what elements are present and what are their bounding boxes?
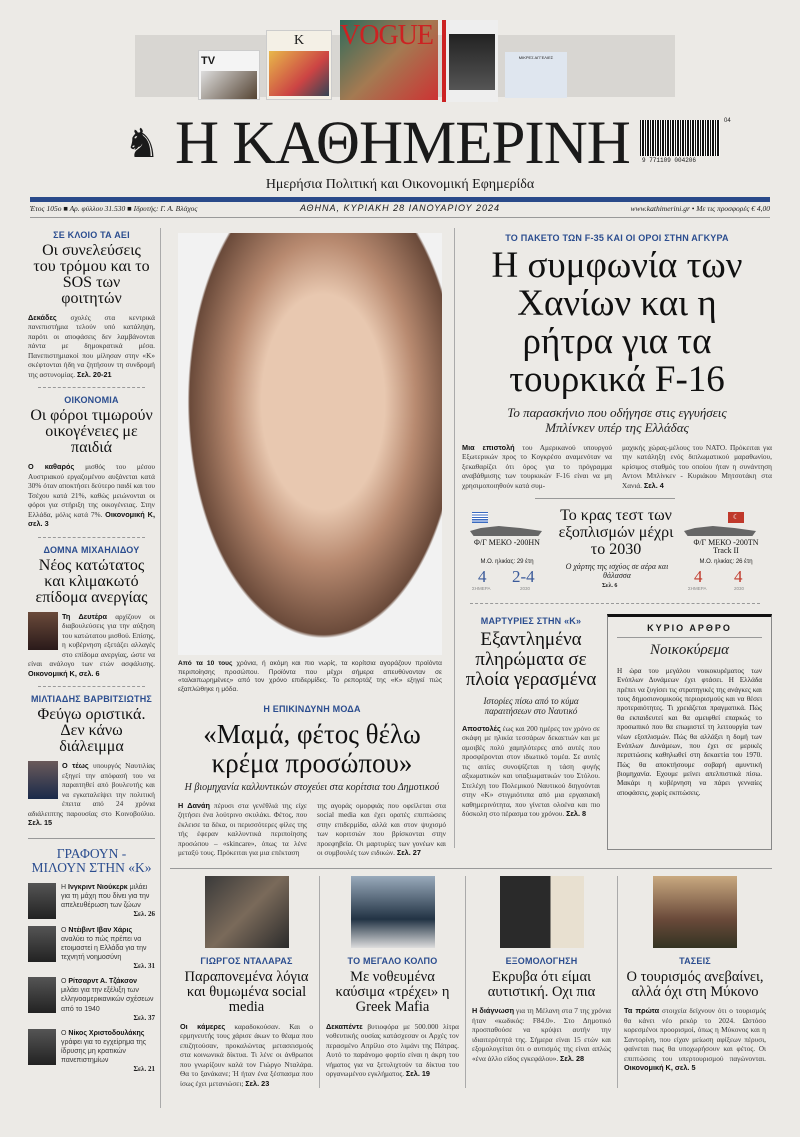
article-f16[interactable] — [462, 233, 772, 490]
body-text: αρχίζουν οι διαβουλεύσεις για την αύξηση του κατώτατου μισθού. Επίσης, η κυβέρνηση εξετάζει αλλαγές στο επίδομα ανεργίας, ώστε να είναι ανάλογο των ετών ασφάλισης. — [28, 611, 155, 669]
article-greek-mafia[interactable] — [320, 876, 466, 1088]
barcode-issue: 04 — [724, 118, 731, 124]
turkey-flag-icon: ☾ — [728, 512, 744, 523]
headline: Οι συνελεύσεις του τρόμου και το SOS των φοιτητών — [33, 242, 150, 307]
page-ref: Σελ. 21 — [133, 1065, 155, 1074]
body — [28, 761, 155, 827]
masthead-rule — [30, 197, 770, 202]
article-tourism[interactable] — [618, 876, 772, 1088]
griffin-logo-icon: ♞ — [124, 121, 160, 167]
page-ref: Οικονομική Κ, σελ. 3 — [28, 509, 155, 529]
melani-photo — [500, 876, 584, 948]
body-col-2: της αγοράς ομορφιάς που οφείλεται στα social media και έχει ορατές επιπτώσεις στην επιδερμίδα, αλλά και στον ψυχισμό των κοριτσιών που βρίσκονται στην προεφηβεία. Οι μαρτυρίες των γονέων και οι συμβουλές των ειδικών. Σελ. 27 — [317, 800, 446, 858]
issue-date: ΑΘΗΝΑ, ΚΥΡΙΑΚΗ 28 ΙΑΝΟΥΑΡΙΟΥ 2024 — [300, 203, 500, 213]
body: Αποστολές έως και 200 ημέρες τον χρόνο σε σκάφη με ηλικία τεσσάρων δεκαετιών και με αμοιβές πολύ χαμηλότερες από αυτές που προσφέρονται στον ιδιωτικό τομέα. Σε αυτές τις αιτίες συνοψίζεται η τάση φυγής αξιωματικών και υπαξιωματικών του Στόλου. Στελέχη του Πολεμικού Ναυτικού διηγούνται στην «Κ» στιγμιότυπα από μια εργασιακή καθημερινότητα, που γίνεται ολοένα και πιο δύσκολη στο πέρασμα του χρόνου. Σελ. 8 — [462, 723, 600, 819]
photo-caption: Από τα 10 τους χρόνια, ή ακόμη και πιο νωρίς, τα κορίτσια αγοράζουν προϊόντα περιποίησης προσώπου. Προϊόντα που μέχρι σήμερα απευθύνονταν σε «ταλαιπωρημένες» από τον χρόνο επιδερμίδες. Το ρεπορτάζ της «Κ» εξηγεί πώς εξαπλώθηκε η μόδα. — [178, 660, 442, 693]
writer-text: Η Ινγκριντ Νιούκερκ μιλάει για τη μάχη που δίνει για την απελευθέρωση των ζώων — [61, 883, 150, 910]
dalaras-photo — [205, 876, 289, 948]
body-text: μισθός του μέσου Αυστριακού εργαζομένου αυξάνεται κατά 30% όταν αποκτήσει δεύτερο παιδί και του Τσέχου κατά 21%, καθώς μειώνονται οι φόροι για στήριξη της οικογένειας. Στην Ελλάδα, μόλις κατά 7%. — [28, 462, 155, 519]
editorial-title: Νοικοκύρεμα — [650, 642, 729, 658]
writer-text: Ο Ντέιβιντ Ιβαν Χάρις αναλύει το πώς πρέπει να ετοιμαστεί η Ελλάδα για την τεχνητή νοημοσύνη — [61, 926, 147, 962]
kicker: ΤΟ ΜΕΓΑΛΟ ΚΟΛΠΟ — [347, 956, 438, 966]
kicker: ΣΕ ΚΛΟΙΟ ΤΑ ΑΕΙ — [53, 230, 130, 240]
supplement-book[interactable] — [442, 20, 498, 102]
deck: Το παρασκήνιο που οδήγησε στις εγγυήσεις Μπλίνκεν υπέρ της Ελλάδας — [507, 405, 727, 435]
masthead-title: Η ΚΑΘΗΜΕΡΙΝΗ — [175, 110, 630, 177]
writer-text: Ο Ρίτσαρντ Α. Τζάκσον μιλάει για την εξέλιξη των ελληνοαμερικανικών σχέσεων από το 1940 — [61, 978, 154, 1013]
deck: Η βιομηχανία καλλυντικών στοχεύει στα κορίτσια του Δημοτικού — [184, 781, 440, 793]
kicker: ΜΑΡΤΥΡΙΕΣ ΣΤΗΝ «Κ» — [480, 616, 582, 626]
writer-text: Ο Νίκος Χριστοδουλάκης γράφει για το εγχείρημα της ίδρυσης μη κρατικών πανεπιστημίων — [61, 1029, 147, 1064]
turkish-ship-name: Φ/Γ ΜΕΚΟ -200TN Track II — [693, 538, 759, 556]
writer-item[interactable] — [28, 883, 155, 919]
barcode-number: 9 771109 004206 — [642, 157, 697, 164]
greek-count-2030: 2-4 — [512, 567, 535, 586]
article-varvitsiotis[interactable] — [28, 694, 155, 827]
kicker: ΔΟΜΝΑ ΜΙΧΑΗΛΙΔΟΥ — [43, 544, 140, 555]
kicker: ΓΙΩΡΓΟΣ ΝΤΑΛΑΡΑΣ — [200, 956, 293, 966]
supplement-tv-label: TV — [201, 55, 216, 67]
supplement-classifieds-label: ΜΙΚΡΕΣ ΑΓΓΕΛΙΕΣ — [518, 55, 554, 60]
body: Οι κάμερες καραδοκούσαν. Και ο ερμηνευτής τους χάρισε άκων το θέαμα που επιζητούσαν, προκαλώντας μετασεισμούς στα κοινωνικά δίκτυα. Τι λένε οι άνθρωποι που γνωρίζουν καλά τον Γιώργο Νταλάρα. Θα το ξανάκανε; Ή ήταν ένα ξέσπασμα που ίσως έχει μετανιώσει; Σελ. 23 — [180, 1021, 313, 1088]
body-col-2: μαχικής χώρας-μέλους του ΝΑΤΟ. Πρόκειται για την κατάληξη ενός διπλωματικού μαραθωνίου, κρίσιμος σταθμός του οποίου ήταν η συνάντηση Αντονι Μπλίνκεν - Κυριάκου Μητσοτάκη στα Χανιά. Σελ. 4 — [622, 443, 772, 490]
headline: Παραπονεμένα λόγια και θυμωμένα social media — [184, 969, 309, 1016]
lead: Ο τέως — [62, 761, 89, 771]
page-ref: Σελ. 26 — [133, 910, 155, 919]
mykonos-photo — [653, 876, 737, 948]
lead: Δεκάδες — [28, 313, 57, 322]
body-text: υπουργός Ναυτιλίας εξηγεί την απόφασή του να παραιτηθεί από βουλευτής και να εγκαταλείψει την πολιτική έπειτα από 24 χρόνια αδιάλειπτης παρουσίας στο Κοινοβούλιο. — [28, 761, 155, 818]
ship-icon — [684, 526, 756, 536]
fuel-trucks-photo — [351, 876, 435, 948]
editorial-body: Η ώρα του μεγάλου νοικοκυρέματος των Ενόπλων Δυνάμεων έχει φτάσει. Η Ελλάδα πρέπει να ζυγίσει τις στρατηγικές της ανάγκες και τους δημοσιονομικούς περιορισμούς και να θέσει προτεραιότητες. Τι χρειάζεται πραγματικά. Πώς θα εκπαιδευτεί και θα αμειφθεί επαρκώς το προσωπικό που θα επωμιστεί τη λειτουργία των νέων εξοπλισμών. Πώς θα αλλάξει η δομή των Ενόπλων Δυνάμεων, που έχει σε μερικές περιπτώσεις καθηλωθεί στη δεκαετία του 1970. Πώς θα αποκτήσουμε σοβαρή αμυντική βιομηχανία. Εχουμε μείνει απελπιστικά πίσω. Μακάρι η κυβέρνηση να πάρει γενναίες αποφάσεις, χωρίς εκπτώσεις. — [617, 667, 762, 797]
lead-photo-girl-face-cream[interactable] — [178, 233, 442, 655]
arms-infographic[interactable] — [462, 506, 772, 594]
info-rule — [30, 217, 770, 218]
divider — [38, 537, 145, 538]
page-ref: Σελ. 20-21 — [76, 369, 112, 379]
writer-photo — [28, 977, 56, 1013]
body — [28, 612, 155, 678]
website-price: www.kathimerini.gr • Με τις προσφορές € 4,00 — [630, 204, 770, 213]
label-2030: 2030 — [734, 586, 745, 591]
article-face-cream[interactable] — [178, 704, 446, 858]
lead: Τη Δευτέρα — [62, 611, 108, 621]
rule — [535, 498, 675, 499]
barcode — [640, 120, 720, 156]
greek-ship-age: Μ.Ο. ηλικίας: 29 έτη — [480, 559, 534, 565]
center-column — [178, 660, 446, 858]
body — [28, 313, 155, 379]
divider — [470, 603, 760, 604]
body: Η διάγνωση για τη Μέλανη στα 7 της χρόνια ήταν «κωδικός: F84.0». Στο Δημοτικό προσπαθούσε να κρύψει αυτήν την ιδιαιτερότητά της. Σήμερα είναι 15 ετών και εξομολογείται ότι ο αυτισμός της είναι απλώς «ένα άλλο είδος εγκεφάλου». Σελ. 28 — [472, 1006, 611, 1063]
divider — [38, 387, 145, 388]
supplement-vogue[interactable] — [340, 20, 438, 100]
arms-headline: Το κρας τεστ των εξοπλισμών μέχρι το 2030 — [558, 507, 674, 558]
turkish-ship-age: Μ.Ο. ηλικίας: 26 έτη — [699, 559, 753, 565]
body: Τα πρώτα στοιχεία δείχνουν ότι ο τουρισμός θα κάνει νέο ρεκόρ το 2024. Ωστόσο κορεσμένοι προορισμοί, όπως η Μύκονος και η Σαντορίνη, που είχαν μείωση αφίξεων πέρυσι, φαίνεται πως θα υποχωρήσουν και φέτος. Οι επιπτώσεις του υπερτουρισμού παγώνονται. Οικονομική Κ, σελ. 5 — [624, 1006, 766, 1073]
page-ref: Οικονομική Κ, σελ. 6 — [28, 668, 100, 678]
supplement-k-label: K — [293, 33, 305, 48]
center-right-divider — [454, 228, 455, 848]
body: Δεκαπέντε βυτιοφόρα με 500.000 λίτρα νοθευτικής ουσίας κατάσχεσαν οι Αρχές τον περασμένο Απρίλιο στο λιμάνι της Πάτρας. Αυτό το παράνομο φορτίο είναι η άκρη του νήματος για να ξετυλιχτούν τα δίκτυα του οργανωμένου εγκλήματος. Σελ. 19 — [326, 1021, 459, 1079]
editorial-kicker: ΚΥΡΙΟ ΑΡΘΡΟ — [617, 623, 762, 638]
headline: Οι φόροι τιμωρούν οικογένειες με παιδιά — [30, 407, 153, 457]
writer-item[interactable] — [28, 926, 155, 970]
supplement-classifieds[interactable] — [505, 52, 567, 98]
kicker: ΜΙΛΤΙΑΔΗΣ ΒΑΡΒΙΤΣΙΩΤΗΣ — [30, 694, 153, 705]
label-2030: 2030 — [520, 586, 531, 591]
writer-photo — [28, 1029, 56, 1065]
lead: Ο καθαρός — [28, 462, 75, 472]
portrait-photo — [28, 761, 58, 799]
page-ref: Σελ. 37 — [133, 1013, 155, 1022]
kicker: Η ΕΠΙΚΙΝΔΥΝΗ ΜΟΔΑ — [263, 704, 361, 715]
body-col-1: Η Δανάη πέρυσι στα γενέθλιά της είχε ζητήσει ένα λούτρινο σκυλάκι. Φέτος, που έκλεισε τα δέκα, οι περισσότερες φίλες της τής έφεραν καλλυντικά περιποίησης προσώπου – «skincare», όπως τα λένε μεταξύ τους. Πρόκειται για μια επέκταση — [178, 800, 307, 858]
ship-icon — [470, 526, 542, 536]
arms-ref: Σελ. 6 — [602, 583, 618, 589]
greece-flag-icon — [472, 512, 488, 523]
article-universities[interactable] — [28, 230, 155, 379]
turkish-count-now: 4 — [694, 567, 703, 586]
left-column — [28, 230, 155, 1080]
divider — [38, 686, 145, 687]
headline: Ο τουρισμός ανεβαίνει, αλλά όχι στη Μύκονο — [626, 969, 764, 1001]
label-now: ΣΗΜΕΡΑ — [472, 586, 491, 591]
article-taxes[interactable] — [28, 395, 155, 528]
supplement-k[interactable] — [266, 30, 332, 100]
issue-info: Έτος 105ο ■ Αρ. φύλλου 31.530 ■ Ιδρυτής: Γ. Α. Βλάχος — [30, 204, 198, 213]
main-headline: Η συμφωνία των Χανίων και η ρήτρα για τα τουρκικά F-16 — [491, 245, 743, 400]
deck: Ιστορίες πίσω από το κύμα παραιτήσεων στο Ναυτικό — [483, 695, 579, 716]
article-minimum-wage[interactable] — [28, 545, 155, 678]
headline: Με νοθευμένα καύσιμα «τρέχει» η Greek Mafia — [335, 969, 450, 1016]
headline: Εξαντλημένα πληρώματα σε πλοία γερασμένα — [465, 629, 597, 690]
headline: Εκρυβα ότι είμαι αυτιστική. Οχι πια — [487, 969, 596, 1001]
article-navy[interactable] — [462, 616, 600, 819]
author-photo — [28, 612, 58, 650]
writer-item[interactable] — [28, 977, 155, 1021]
page-ref: Σελ. 31 — [133, 962, 155, 971]
masthead-subtitle: Ημερήσια Πολιτική και Οικονομική Εφημερίδα — [265, 177, 535, 192]
headline: Νέος κατώτατος και κλιμακωτό επίδομα ανεργίας — [35, 556, 148, 606]
bottom-rule — [170, 868, 772, 869]
article-autism[interactable] — [466, 876, 618, 1088]
writers-title: ΓΡΑΦΟΥΝ - ΜΙΛΟΥΝ ΣΤΗΝ «Κ» — [31, 845, 152, 875]
writer-photo — [28, 883, 56, 919]
label-now: ΣΗΜΕΡΑ — [688, 586, 707, 591]
writers-box — [28, 838, 155, 1073]
greek-ship-name: Φ/Γ ΜΕΚΟ -200HN — [474, 538, 540, 547]
headline: Φεύγω οριστικά. Δεν κάνω διάλειμμα — [37, 706, 146, 756]
kicker: ΕΞΟΜΟΛΟΓΗΣΗ — [505, 956, 578, 966]
body-text: σχολές στα κεντρικά πανεπιστήμια τελούν υπό κατάληψη, παρότι οι αποφάσεις δεν λαμβάνονται πάντα με δημοκρατικά μέσα. Πανεπιστημιακοί που μίλησαν στην «Κ» σκέφτονται ήδη να ζητήσουν τη συνδρομή της αστυνομίας. — [28, 313, 155, 379]
body-col-1: Μια επιστολή του Αμερικανού υπουργού Εξωτερικών προς το Κογκρέσο αναμενόταν να ξεκαθαρίζει ότι όρος για το πρόγραμμα αναβάθμισης των τουρκικών F-16 είναι να μη χρησιμοποιηθούν κατά συμ- — [462, 443, 613, 490]
kicker: ΤΟ ΠΑΚΕΤΟ ΤΩΝ F-35 ΚΑΙ ΟΙ ΟΡΟΙ ΣΤΗΝ ΑΓΚΥΡΑ — [505, 233, 729, 243]
bottom-row — [174, 876, 772, 1088]
arms-deck: Ο χάρτης της ισχύος σε αέρα και θάλασσα — [565, 562, 669, 580]
editorial-box[interactable] — [607, 614, 772, 850]
body — [28, 462, 155, 528]
page-ref: Σελ. 15 — [28, 818, 53, 828]
turkish-count-2030: 4 — [734, 567, 743, 586]
supplement-tv[interactable] — [198, 50, 260, 100]
kicker: ΤΑΣΕΙΣ — [679, 956, 711, 966]
supplement-vogue-label: VOGUE — [340, 20, 433, 51]
article-dalaras[interactable] — [174, 876, 320, 1088]
headline: «Μαμά, φέτος θέλω κρέμα προσώπου» — [203, 719, 421, 778]
left-column-divider — [160, 228, 161, 1108]
writer-item[interactable] — [28, 1029, 155, 1073]
kicker: ΟΙΚΟΝΟΜΙΑ — [64, 395, 119, 406]
greek-count-now: 4 — [478, 567, 487, 586]
writer-photo — [28, 926, 56, 962]
